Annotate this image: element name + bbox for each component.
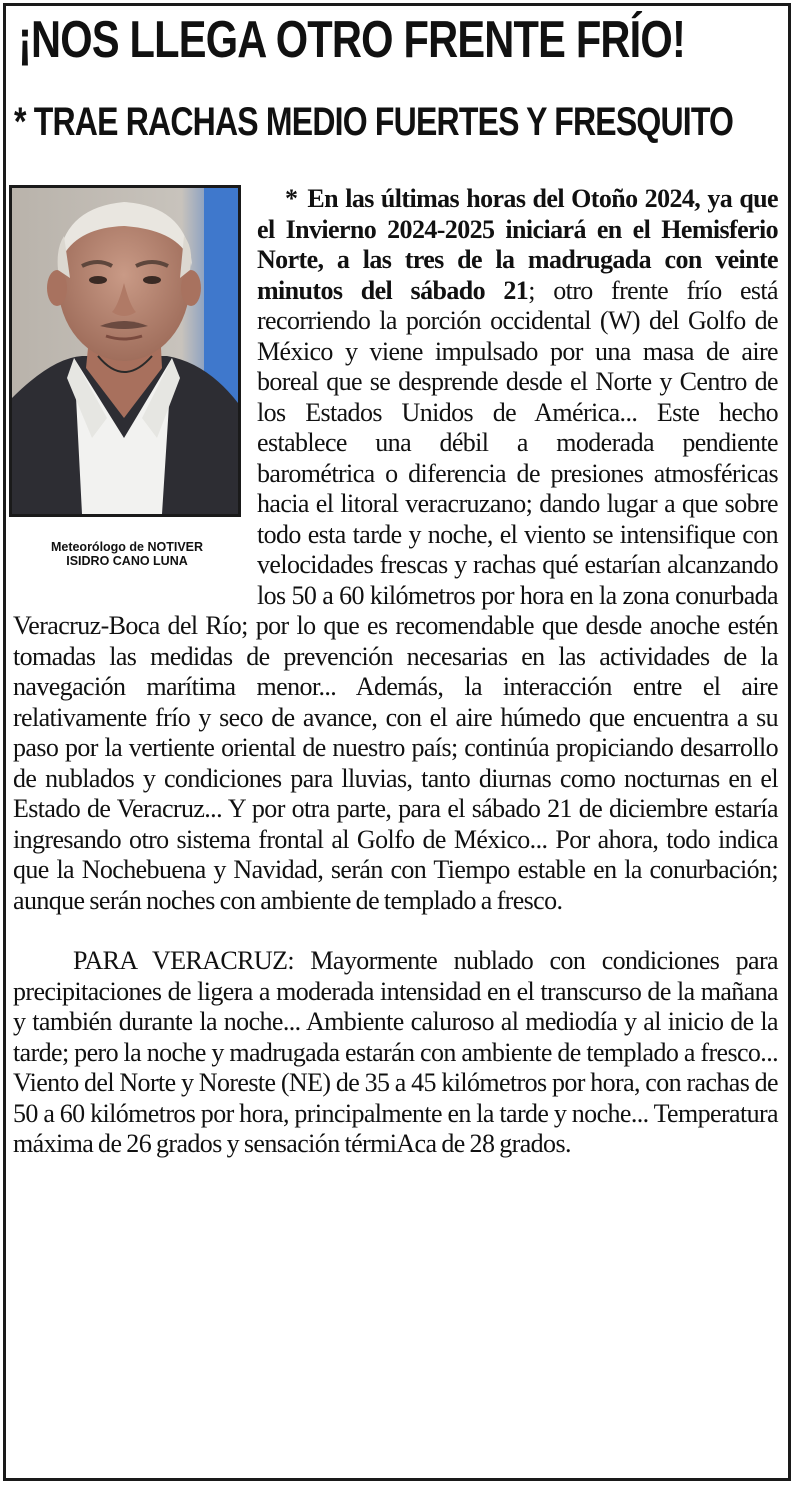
headline: ¡NOS LLEGA OTRO FRENTE FRÍO!	[18, 11, 686, 69]
paragraph-1-lead: En las últimas horas del Otoño 2024, ya que el Invierno 2024-2025 iniciará en el Hemisferio Norte, a las tres de la madrugada con veinte minutos del sábado 21	[257, 184, 778, 305]
subheadline: * TRAE RACHAS MEDIO FUERTES Y FRESQUITO	[14, 100, 734, 144]
photo-spacer	[13, 184, 257, 589]
caption-line-name: ISIDRO CANO LUNA	[66, 554, 188, 568]
paragraph-1-text: ; otro frente frío está recorriendo la porción occidental (W) del Golfo de México y viene impulsado por una masa de aire boreal que se desprende desde el Norte y Centro de los Estados Unidos de América... Este hecho establece una débil a moderada pendiente barométrica o diferencia de presiones atmosféricas hacia el litoral veracruzano; dando lugar a que sobre todo esta tarde y noche, el viento se intensifique con velocidades frescas y rachas qué estarían alcanzando los 50 a 60 kilómetros por hora en la zona conurbada Veracruz-Boca del Río; por lo que es recomendable que desde anoche estén tomadas las medidas de prevención necesarias en las actividades de la navegación marítima menor... Además, la interacción entre el aire relativamente frío y seco de avance, con el aire húmedo que encuentra a su paso por la vertiente oriental de nuestro país; continúa propiciando desarrollo de nublados y condiciones para lluvias, tanto diurnas como nocturnas en el Estado de Veracruz... Y por otra parte, para el sábado 21 de diciembre estaría ingresando otro sistema frontal al Golfo de México... Por ahora, todo indica que la Nochebuena y Navidad, serán con Tiempo estable en la conurbación; aunque serán noches con ambiente de templado a fresco.	[13, 275, 778, 915]
article-body	[13, 184, 778, 1160]
paragraph-2: PARA VERACRUZ: Mayormente nublado con condiciones para precipitaciones de ligera a moderada intensidad en el transcurso de la mañana y también durante la noche... Ambiente caluroso al mediodía y al inicio de la tarde; pero la noche y madrugada estarán con ambiente de templado a fresco... Viento del Norte y Noreste (NE) de 35 a 45 kilómetros por hora, con rachas de 50 a 60 kilómetros por hora, principalmente en la tarde y noche... Temperatura máxima de 26 grados y sensación térmiAca de 28 grados.	[13, 946, 778, 1158]
caption-line-role: Meteorólogo de NOTIVER	[50, 540, 204, 554]
lead-asterisk: *	[285, 184, 298, 213]
